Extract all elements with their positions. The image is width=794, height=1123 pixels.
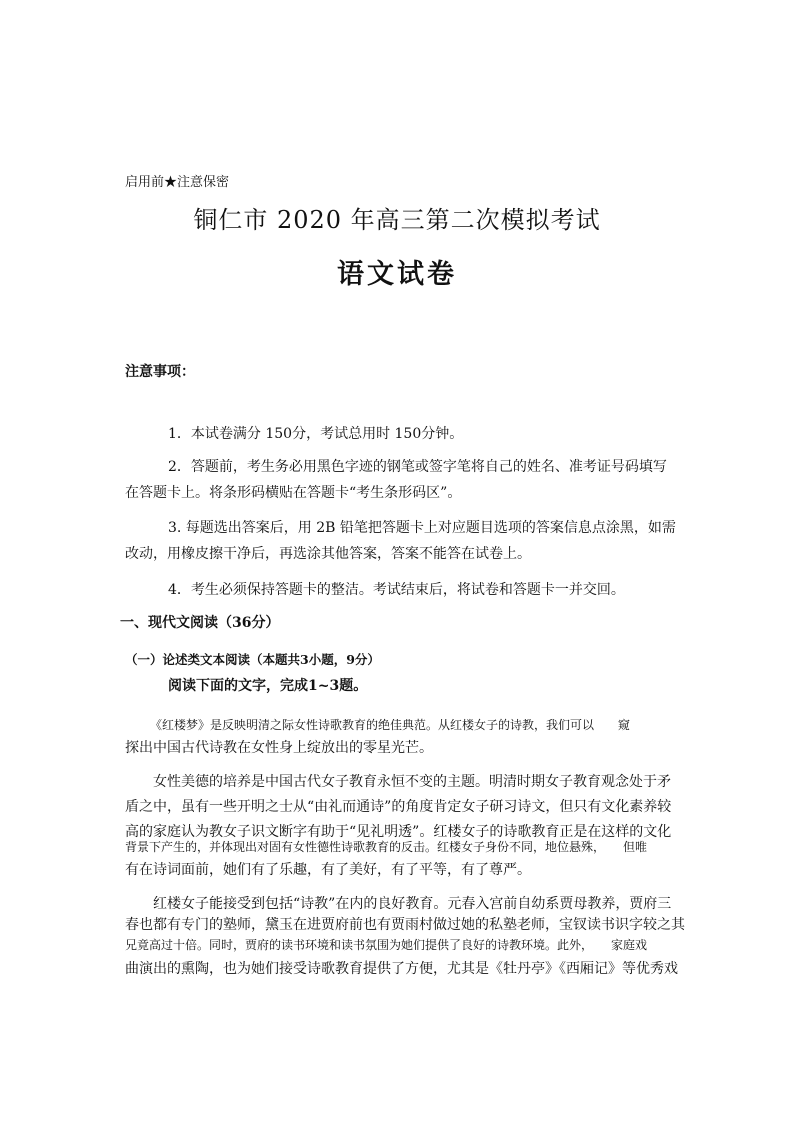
passage-p2-line1: 女性美德的培养是中国古代女子教育永恒不变的主题。明清时期女子教育观念处于矛	[153, 774, 671, 790]
passage-p2-line4: 背景下产生的，并体现出对固有女性德性诗歌教育的反击。红楼女子身份不同，地位悬殊， 但唯	[125, 840, 648, 854]
section-1-title: 一、现代文阅读（36分）	[120, 615, 280, 631]
exam-subtitle: 语文试卷	[337, 259, 457, 290]
notice-item-2-cont: 在答题卡上。将条形码横贴在答题卡“考生条形码区”。	[125, 485, 462, 501]
notice-heading: 注意事项：	[125, 364, 195, 380]
passage-p3-line2: 春也都有专门的塾师，黛玉在进贾府前也有贾雨村做过她的私塾老师，宝钗读书识字较之其	[125, 917, 685, 933]
notice-item-3-cont: 改动，用橡皮擦干净后，再选涂其他答案，答案不能答在试卷上。	[125, 546, 531, 562]
notice-item-4: 4．考生必须保持答题卡的整洁。考试结束后，将试卷和答题卡一并交回。	[168, 582, 625, 598]
passage-p2-line5: 有在诗词面前，她们有了乐趣，有了美好，有了平等，有了尊严。	[125, 862, 531, 878]
notice-item-2: 2．答题前，考生务必用黑色字迹的钢笔或签字笔将自己的姓名、准考证号码填写	[168, 459, 667, 475]
passage-p2-line3: 高的家庭认为教女子识文断字有助于“见礼明透”。红楼女子的诗歌教育正是在这样的文化	[125, 824, 672, 840]
passage-p3-line3: 兄竟高过十倍。同时，贾府的读书环境和读书氛围为她们提供了良好的诗教环境。此外， 家庭戏	[125, 938, 648, 952]
reading-instruction: 阅读下面的文字，完成1~3题。	[168, 678, 368, 694]
passage-p1-line2: 探出中国古代诗教在女性身上绽放出的零星光芒。	[125, 740, 433, 756]
notice-item-3: 3. 每题选出答案后，用 2B 铅笔把答题卡上对应题目选项的答案信息点涂黑，如需	[168, 520, 676, 536]
passage-p1-line1: 《红楼梦》是反映明清之际女性诗歌教育的绝佳典范。从红楼女子的诗教，我们可以 窥	[150, 718, 631, 732]
passage-p2-line2: 盾之中，虽有一些开明之士从“由礼而通诗”的角度肯定女子研习诗文，但只有文化素养较	[125, 799, 672, 815]
section-1-subtitle: （一）论述类文本阅读（本题共3小题，9分）	[125, 652, 380, 667]
exam-title: 铜仁市 2020 年高三第二次模拟考试	[193, 206, 601, 234]
passage-p3-line4: 曲演出的熏陶，也为她们接受诗歌教育提供了方便，尤其是《牡丹亭》《西厢记》等优秀戏	[125, 961, 678, 977]
notice-item-1: 1．本试卷满分 150分，考试总用时 150分钟。	[168, 426, 464, 442]
secrecy-label: 启用前★注意保密	[125, 175, 230, 190]
passage-p3-line1: 红楼女子能接受到包括“诗教”在内的良好教育。元春入宫前自幼系贾母教养，贾府三	[153, 896, 672, 912]
